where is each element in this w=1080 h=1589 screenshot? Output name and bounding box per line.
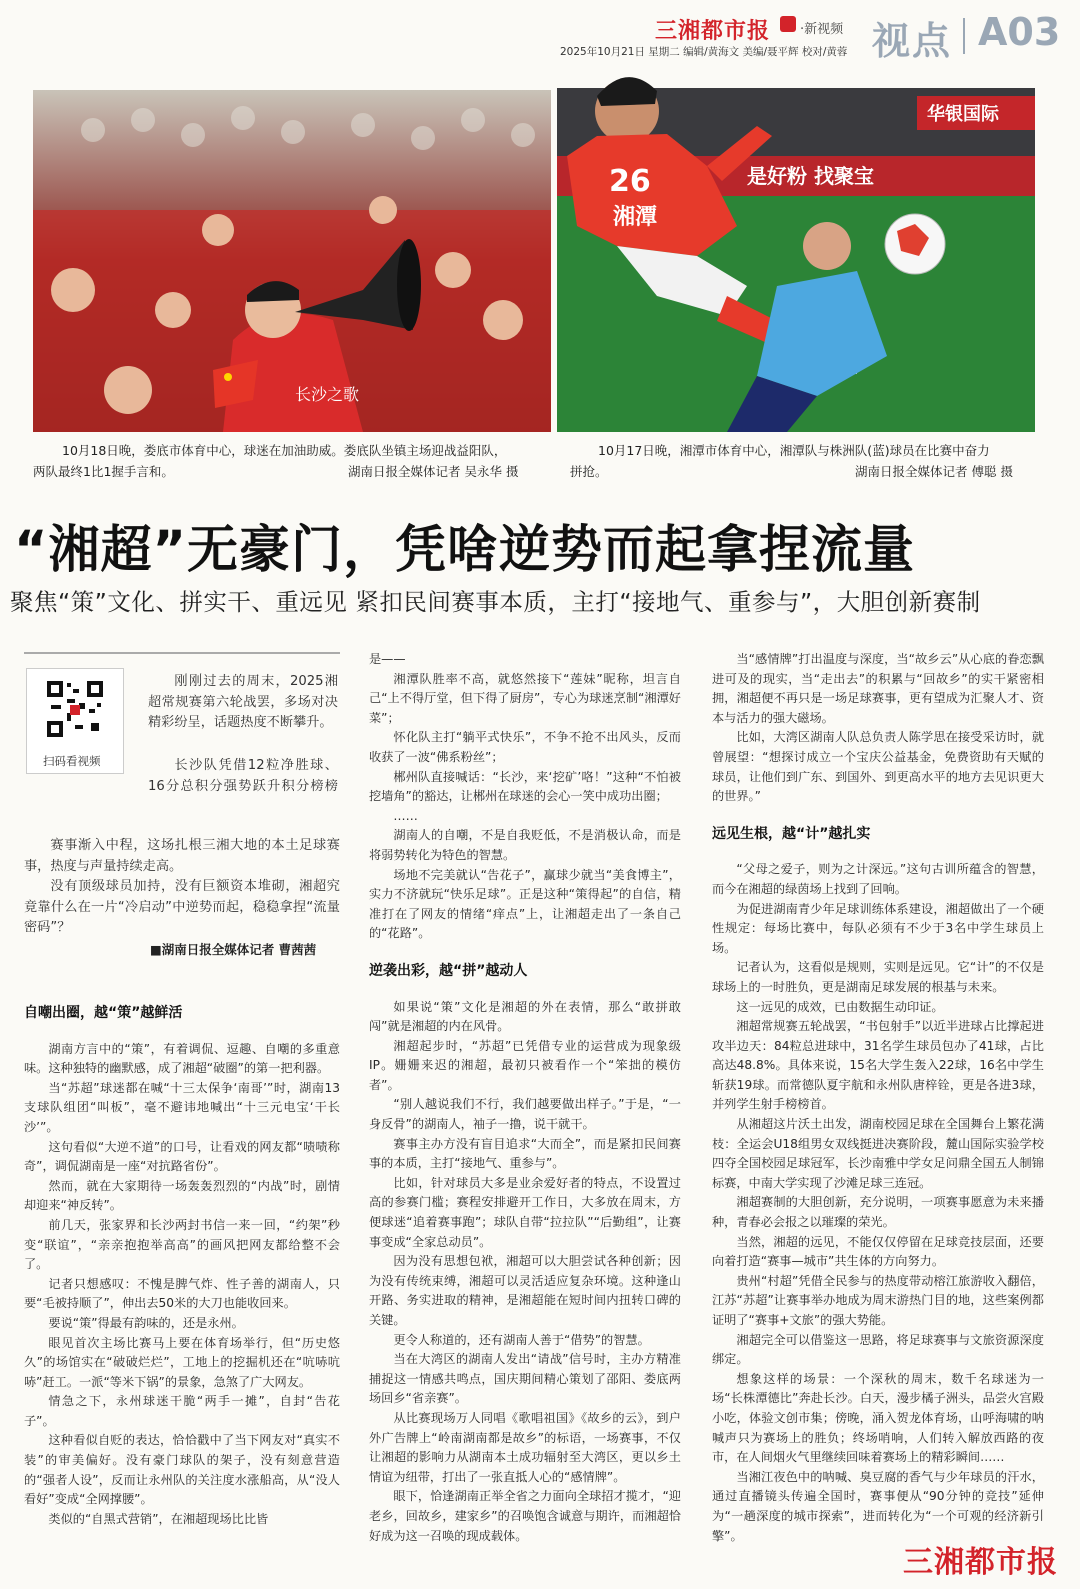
article-paragraph: 当“苏超”球迷都在喊“十三太保争‘南哥’”时，湖南13支球队组团“叫板”，毫不避讳地喊出“十三元电宝‘干长沙’”。	[24, 1080, 340, 1134]
section-heading-1: 自嘲出圈，越“策”越鲜活	[24, 1005, 183, 1021]
article-paragraph: 从比赛现场万人同唱《歌唱祖国》《故乡的云》，到户外广告牌上“岭南湖南都是故乡”的标语，一场赛事，不仅让湘超的影响力从湖南本土成功辐射至大湾区，更以乡土情谊为纽带，打出了一张直抵人心的“感情牌”。	[369, 1410, 681, 1484]
column-3-paragraphs-b	[712, 860, 1044, 1546]
column-2-lead: 是——	[369, 652, 406, 666]
match-photo	[557, 56, 1035, 432]
article-paragraph: 情急之下，永州球迷干脆“两手一摊”，自封“告花子”。	[24, 1394, 340, 1428]
article-paragraph: 记者只想感叹：不愧是脾气炸、性子善的湖南人，只要“毛被持顺了”，伸出去50米的大刀也能收回来。	[24, 1276, 340, 1311]
article-paragraph: 湖南方言中的“策”，有着调侃、逗趣、自嘲的多重意味。这种独特的幽默感，成了湘超“破圈”的第一把利器。	[24, 1041, 340, 1076]
column-2-paragraphs-a	[369, 670, 681, 807]
article-paragraph: 这句看似“大逆不道”的口号，让看戏的网友都“啧啧称奇”，调侃湖南是一座“对抗路省份”。	[24, 1139, 340, 1174]
article-paragraph: 赛事主办方没有盲目追求“大而全”，而是紧扣民间赛事的本质，主打“接地气、重参与”。	[369, 1136, 681, 1171]
article-paragraph: 湖南人的自嘲，不是自我贬低，不是消极认命，而是将弱势转化为特色的智慧。	[369, 828, 681, 862]
right-photo-caption: 10月17日晚，湘潭市体育中心，湘潭队与株洲队(蓝)球员在比赛中奋力	[598, 443, 990, 458]
article-paragraph: 湘超起步时，“苏超”已凭借专业的运营成为现象级IP。姗姗来迟的湘超，最初只被看作一个“笨拙的模仿者”。	[369, 1038, 681, 1092]
qr-code-icon	[27, 669, 123, 749]
article-paragraph: 湘超完全可以借鉴这一思路，将足球赛事与文旅资源深度绑定。	[712, 1332, 1044, 1367]
shirt-text: 长沙之歌	[295, 385, 360, 404]
section-heading-3: 远见生根，越“计”越扎实	[712, 825, 871, 842]
article-paragraph: 类似的“自黑式营销”，在湘超现场比比皆	[48, 1511, 269, 1526]
banner-text: 是好粉 找聚宝	[747, 164, 874, 188]
article-paragraph: 当在大湾区的湖南人发出“请战”信号时，主办方精准捕捉这一情感共鸣点，国庆期间精心策划了邵阳、娄底两场回乡“省亲赛”。	[369, 1352, 681, 1406]
page-number: A03	[978, 10, 1061, 54]
article-paragraph: 这种看似自贬的表达，恰恰戳中了当下网友对“真实不装”的审美偏好。没有豪门球队的架子，没有刻意营造的“强者人设”，反而让永州队的关注度水涨船高，从“没人看好”变成“全网撑腰”。	[24, 1433, 340, 1507]
jersey-number: 26	[609, 164, 651, 199]
article-paragraph: 前几天，张家界和长沙两封书信一来一回，“约架”秒变“联谊”，“亲亲抱抱举高高”的画风把网友都给整不会了。	[24, 1217, 340, 1272]
article-paragraph: “别人越说我们不行，我们越要做出样子。”于是，“一身反骨”的湖南人，袖子一撸，说干就干。	[369, 1097, 681, 1132]
article-column-2	[369, 650, 681, 1585]
article-paragraph: 场地不完美就认“告花子”，赢球少就当“美食博主”，实力不济就玩“快乐足球”。正是这种“策得起”的自信，精准打在了网友的情绪“痒点”上，让湘超走出了一条自己的“花路”。	[369, 867, 681, 941]
video-icon	[780, 16, 796, 32]
header-divider	[963, 18, 965, 54]
article-paragraph: 想象这样的场景：一个深秋的周末，数千名球迷为一场“长株潭德比”奔赴长沙。白天，漫步橘子洲头，品尝火宫殿小吃，体验文创市集；傍晚，涌入贺龙体育场，山呼海啸的呐喊声只为赛场上的胜负；终场哨响，人们转入解放西路的夜市，在人间烟火气里继续回味着赛场上的精彩瞬间……	[712, 1371, 1044, 1465]
article-paragraph: 然而，就在大家期待一场轰轰烈烈的“内战”时，剧情却迎来“神反转”。	[24, 1178, 340, 1213]
article-paragraph: 为促进湖南青少年足球训练体系建设，湘超做出了一个硬性规定：每场比赛中，每队必须有不少于3名中学生球员上场。	[712, 901, 1044, 955]
headline: “湘超”无豪门，凭啥逆势而起拿捏流量	[14, 521, 916, 580]
summary-p2-wrap	[148, 756, 338, 794]
video-brand: ·新视频	[800, 22, 844, 37]
summary-paragraph-2: 长沙队凭借12粒净胜球、16分总积分强势跃升积分榜榜	[148, 758, 338, 794]
section-heading-2: 逆袭出彩，越“拼”越动人	[369, 962, 528, 979]
column-1-paragraphs	[24, 1040, 340, 1530]
article-paragraph: 当“感情牌”打出温度与深度，当“故乡云”从心底的眷恋飘进可及的现实，当“走出去”的积累与“回故乡”的实干紧密相拥，湘超便不再只是一场足球赛事，更有望成为汇聚人才、资本与活力的强大磁场。	[712, 652, 1044, 725]
article-paragraph: 因为没有思想包袱，湘超可以大胆尝试各种创新；因为没有传统束缚，湘超可以灵活适应复杂环境。这种逢山开路、务实进取的精神，是湘超能在短时间内扭转口碑的关键。	[369, 1254, 681, 1327]
jersey-text: 湘潭	[613, 205, 658, 230]
article-column-3	[712, 650, 1044, 1550]
left-photo-caption: 10月18日晚，娄底市体育中心，球迷在加油助威。娄底队坐镇主场迎战益阳队，	[62, 443, 507, 458]
article-paragraph: 湘超赛制的大胆创新，充分说明，一项赛事愿意为未来播种，青春必会报之以璀璨的荣光。	[712, 1195, 1044, 1230]
article-paragraph: 更令人称道的，还有湖南人善于“借势”的智慧。	[393, 1332, 650, 1347]
right-photo-credit: 湖南日报全媒体记者 傅聪 摄	[855, 464, 1013, 479]
qr-label: 扫码看视频	[43, 754, 101, 768]
column-3-paragraphs-a	[712, 650, 1044, 807]
fans-photo	[33, 90, 551, 432]
newspaper-logo: 三湘都市报	[655, 19, 771, 44]
dateline: 2025年10月21日 星期二 编辑/黄海文 美编/聂平辉 校对/黄蓉	[560, 46, 848, 58]
article-paragraph: 湘超常规赛五轮战罢，“书包射手”以近半进球占比撑起进攻半边天：84粒总进球中，31名学生球员包办了41球，占比高达48.8%。具体来说，15名大学生轰入22球，16名中学生斩获19球。而常德队夏宇航和永州队唐梓铨，更是各进3球，并列学生射手榜榜首。	[712, 1019, 1044, 1112]
article-paragraph: 如果说“策”文化是湘超的外在表情，那么“敢拼敢闯”就是湘超的内在风骨。	[369, 999, 681, 1034]
article-paragraph: 比如，大湾区湖南人队总负责人陈学思在接受采访时，就曾展望：“想探讨成立一个宝庆公益基金，免费资助有天赋的球员，让他们到广东、到国外、到更高水平的地方去见识更大的世界。”	[712, 730, 1044, 804]
article-paragraph: 记者认为，这看似是规则，实则是远见。它“计”的不仅是球场上的一时胜负，更是湖南足球发展的根基与未来。	[712, 960, 1044, 994]
summary-lower	[24, 836, 340, 939]
article-column-1	[24, 1004, 340, 1579]
summary-paragraph-4: 没有顶级球员加持，没有巨额资本堆砌，湘超究竟靠什么在一片“冷启动”中逆势而起，稳稳拿捏“流量密码”？	[24, 879, 340, 935]
section-title: 视点	[872, 19, 953, 63]
column-2-ellipsis: ……	[393, 808, 418, 823]
left-photo-caption-cont: 两队最终1比1握手言和。	[33, 464, 174, 479]
byline: ■湖南日报全媒体记者 曹茜茜	[150, 942, 317, 957]
article-paragraph: 眼见首次主场比赛马上要在体育场举行，但“历史悠久”的场馆实在“破破烂烂”，工地上的挖掘机还在“吭哧吭哧”赶工。一派“等米下锅”的景象，急煞了广大网友。	[24, 1335, 340, 1389]
article-paragraph: 郴州队直接喊话：“长沙，来‘挖矿’咯！”这种“不怕被挖墙角”的豁达，让郴州在球迷的会心一笑中成功出圈；	[369, 769, 681, 804]
footer-logo: 三湘都市报	[903, 1545, 1058, 1580]
article-paragraph: 湘潭队胜率不高，就悠然接下“莲妹”昵称，坦言自己“上不得厅堂，但下得了厨房”，专心为球迷烹制“湘潭好菜”；	[369, 671, 681, 725]
summary-intro	[148, 672, 338, 734]
summary-paragraph: 刚刚过去的周末，2025湘超常规赛第六轮战罢，多场对决精彩纷呈，话题热度不断攀升。	[148, 674, 338, 730]
article-paragraph: 要说“策”得最有韵味的，还是永州。	[48, 1315, 244, 1330]
banner-text-2: 华银国际	[927, 104, 999, 125]
article-paragraph: 贵州“村超”凭借全民参与的热度带动榕江旅游收入翻倍，江苏“苏超”让赛事举办地成为周末游热门目的地，这些案例都证明了“赛事+文旅”的强大势能。	[712, 1273, 1044, 1327]
left-photo-credit: 湖南日报全媒体记者 吴永华 摄	[348, 464, 519, 479]
subheadline: 聚焦“策”文化、拼实干、重远见 紧扣民间赛事本质，主打“接地气、重参与”，大胆创新赛制	[10, 588, 981, 616]
article-paragraph: 眼下，恰逢湖南正举全省之力面向全球招才揽才，“迎老乡，回故乡，建家乡”的召唤饱含诚意与期许，而湘超恰好成为这一召唤的现成载体。	[369, 1489, 681, 1543]
article-paragraph: 从湘超这片沃土出发，湖南校园足球在全国舞台上繁花满枝：全运会U18组男女双线挺进决赛阶段，麓山国际实验学校四夺全国校园足球冠军，长沙南雅中学女足问鼎全国五人制锦标赛，中南大学实现了沙滩足球三连冠。	[712, 1117, 1044, 1190]
article-paragraph: 比如，针对球员大多是业余爱好者的特点，不设置过高的参赛门槛；赛程安排避开工作日，大多放在周末，方便球迷“追着赛事跑”；球队自带“拉拉队”“后勤组”，让赛事变成“全家总动员”。	[369, 1175, 681, 1249]
column-2-paragraphs-c	[369, 998, 681, 1547]
right-photo-caption-cont: 拼抢。	[570, 464, 608, 479]
article-paragraph: 怀化队主打“躺平式快乐”，不争不抢不出风头，反而收获了一波“佛系粉丝”；	[369, 730, 681, 764]
article-paragraph: 当然，湘超的远见，不能仅仅停留在足球竞技层面，还要向着打造“赛事—城市”共生体的方向努力。	[712, 1234, 1044, 1269]
summary-paragraph-3: 赛事渐入中程，这场扎根三湘大地的本土足球赛事，热度与声量持续走高。	[24, 838, 340, 874]
article-paragraph: 当湘江夜色中的呐喊、臭豆腐的香气与少年球员的汗水，通过直播镜头传遍全国时，赛事便从“90分钟的竞技”延伸为“一趟深度的城市探索”，进而转化为“一个可观的经济新引擎”。	[712, 1469, 1044, 1543]
column-2-paragraphs-b	[369, 826, 681, 944]
article-paragraph: 这一远见的成效，已由数据生动印证。	[736, 999, 944, 1014]
article-paragraph: “父母之爱子，则为之计深远。”这句古训所蕴含的智慧，而今在湘超的绿茵场上找到了回响。	[712, 862, 1044, 896]
